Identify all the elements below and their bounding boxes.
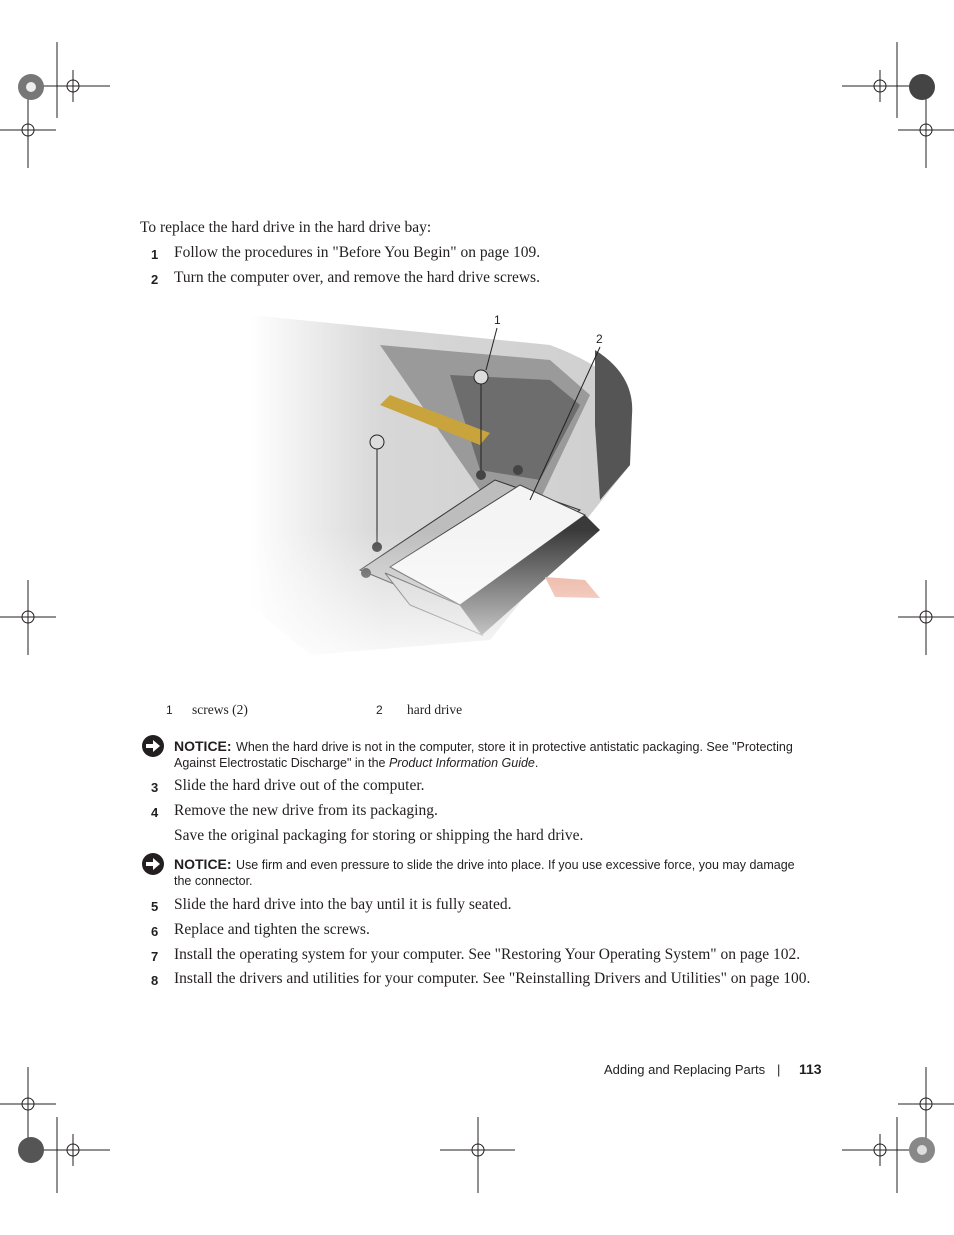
step-number: 4 xyxy=(151,805,159,820)
step-text: Install the operating system for your computer. See "Restoring Your Operating System" on page 102. xyxy=(174,946,801,963)
notice-text: the connector. xyxy=(174,874,253,888)
callout-2: 2 xyxy=(596,332,603,346)
step-number: 3 xyxy=(151,780,159,795)
footer-section: Adding and Replacing Parts xyxy=(604,1062,766,1077)
notice-label: NOTICE: xyxy=(174,738,232,754)
hard-drive-figure xyxy=(250,305,650,680)
step-number: 7 xyxy=(151,949,159,964)
caption-label: screws (2) xyxy=(192,702,248,717)
step-text: Slide the hard drive into the bay until it is fully seated. xyxy=(174,896,512,913)
step-number: 5 xyxy=(151,899,159,914)
notice-label: NOTICE: xyxy=(174,856,232,872)
callout-1: 1 xyxy=(494,313,501,327)
step-number: 8 xyxy=(151,973,159,988)
step-text: Turn the computer over, and remove the hard drive screws. xyxy=(174,269,540,286)
step-number: 2 xyxy=(151,272,159,287)
caption-label: hard drive xyxy=(407,702,463,717)
page-number: 113 xyxy=(799,1061,822,1077)
step-text: Install the drivers and utilities for your computer. See "Reinstalling Drivers and Utilities" on page 100. xyxy=(174,970,811,987)
footer-separator: | xyxy=(777,1062,781,1077)
caption-number: 2 xyxy=(376,703,383,717)
step-text: Remove the new drive from its packaging. xyxy=(174,802,438,819)
notice-icon xyxy=(141,734,165,758)
notice-guide-title: Product Information Guide xyxy=(388,756,535,770)
step-number: 6 xyxy=(151,924,159,939)
notice-text: When the hard drive is not in the computer, store it in protective antistatic packaging. See "Protecting xyxy=(236,740,793,754)
step-text: Slide the hard drive out of the computer. xyxy=(174,777,425,794)
notice-text: . xyxy=(534,756,539,770)
caption-number: 1 xyxy=(166,703,173,717)
intro-text: To replace the hard drive in the hard drive bay: xyxy=(140,219,432,236)
step-number: 1 xyxy=(151,247,159,262)
notice-icon xyxy=(141,852,165,876)
notice-text: Against Electrostatic Discharge" in the xyxy=(174,756,389,770)
notice-text: Use firm and even pressure to slide the drive into place. If you use excessive force, you may damage xyxy=(236,858,795,872)
step-text: Follow the procedures in "Before You Begin" on page 109. xyxy=(174,244,541,261)
step-text: Replace and tighten the screws. xyxy=(174,921,370,938)
step-note: Save the original packaging for storing or shipping the hard drive. xyxy=(174,827,584,844)
